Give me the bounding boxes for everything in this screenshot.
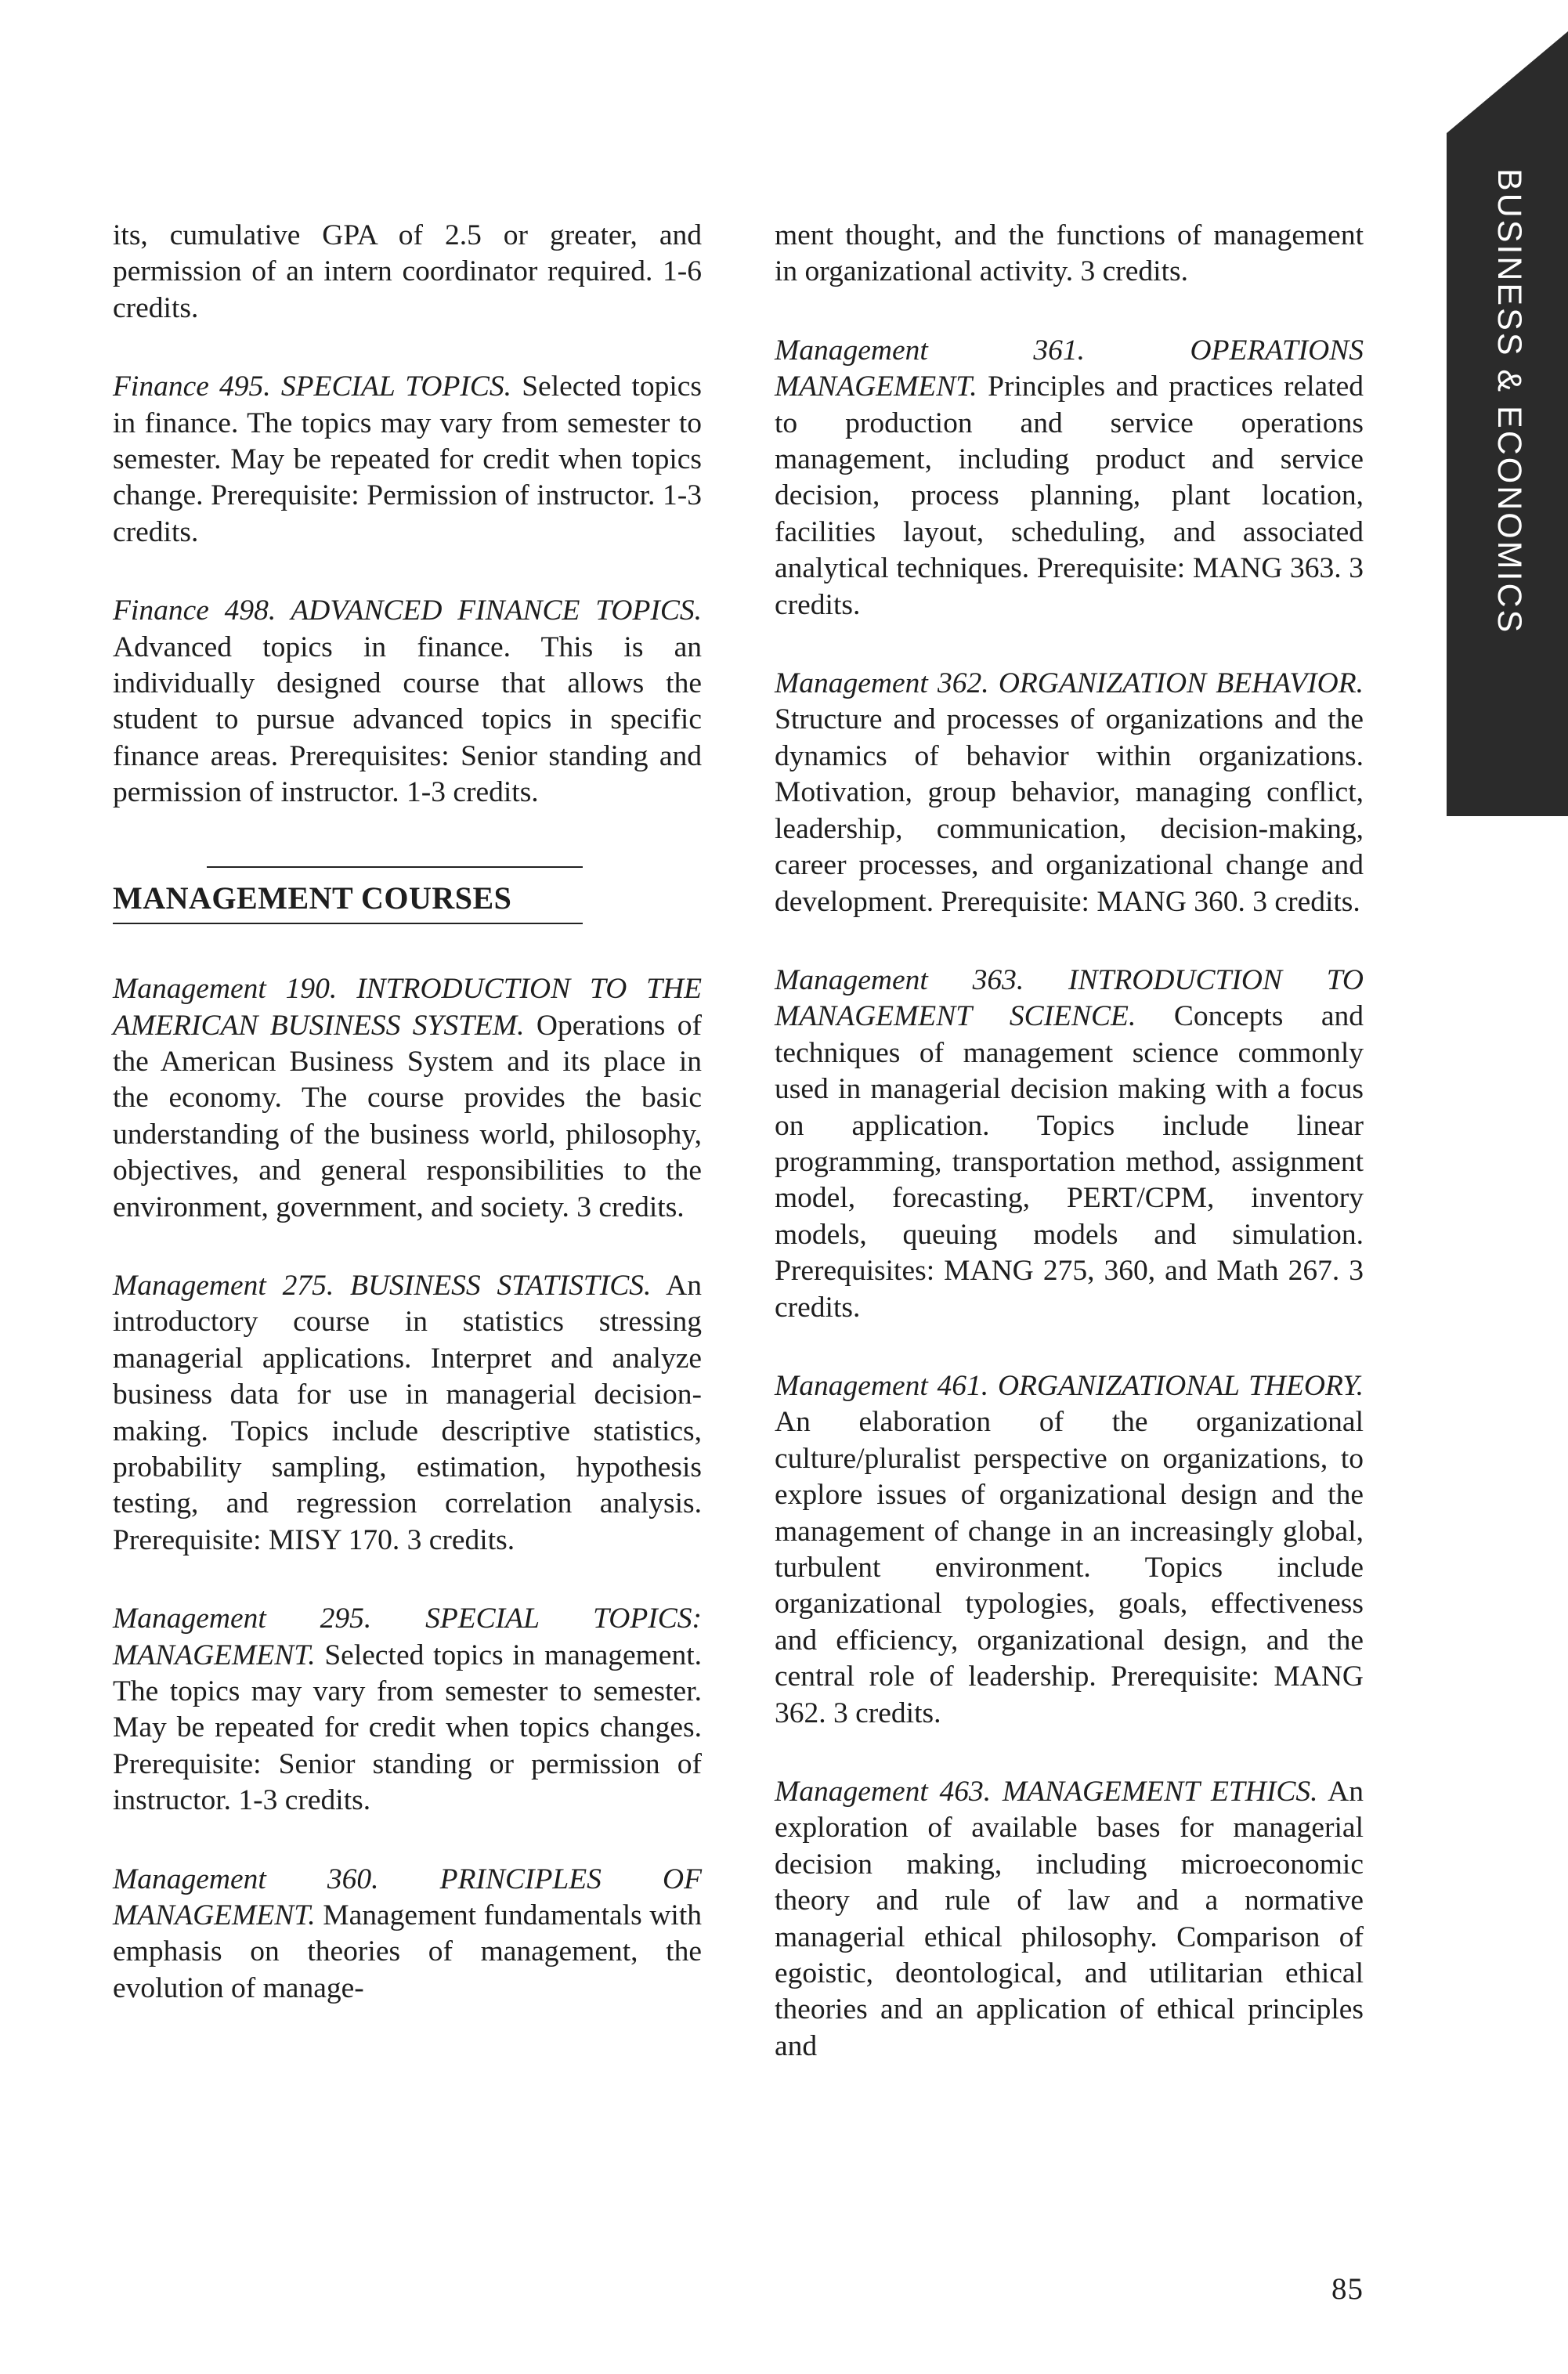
course-entry [113,369,702,551]
course-number-title: Management 463. MANAGEMENT ETHICS. [775,1776,1318,1809]
course-entry [775,1774,1364,2065]
course-number-title: Management 190. INTRODUCTION TO THE AMERICAN BUSINESS SYSTEM. [113,973,703,1042]
course-description: Selected topics in finance. The topics may vary from semester to semester. May be repeated for credit when topics change. Prerequisite: Permission of instructor. 1-3 credits. [113,370,702,548]
right-column [775,218,1364,2107]
course-entry [775,1368,1364,1732]
left-column [113,218,702,2049]
course-number-title: Management 295. SPECIAL TOPICS: MANAGEMENT. [113,1603,702,1671]
course-number-title: Management 275. BUSINESS STATISTICS. [113,1269,652,1302]
course-description: Concepts and techniques of management science commonly used in managerial decision making with a focus on application. Topics include linear programming, transportation method, assignment model, forecasting, PERT/CPM, inventory models, queuing models and simulation. Prerequisites: MANG 275, 360, and Math 267. 3 credits. [775,1000,1364,1324]
section-heading: MANAGEMENT COURSES [113,868,583,924]
course-description: Advanced topics in finance. This is an individually designed course that allows the student to pursue advanced topics in specific finance areas. Prerequisites: Senior standing and permission of instructor. 1-3 credits. [113,631,702,809]
course-description: Management fundamentals with emphasis on theories of management, the evolution of manage- [113,1899,703,2004]
course-entry [113,1601,702,1819]
course-entry [775,963,1364,1326]
continued-text: ment thought, and the functions of management in organizational activity. 3 credits. [775,219,1364,288]
intro-text: its, cumulative GPA of 2.5 or greater, and permission of an intern coordinator required. 1-6 credits. [113,219,702,324]
page-number: 85 [1331,2272,1364,2306]
course-entry [113,971,702,1226]
course-description: Principles and practices related to production and service operations management, including product and service decision, process planning, plant location, facilities layout, scheduling, and associated analytical techniques. Prerequisite: MANG 363. 3 credits. [775,370,1364,621]
course-number-title: Management 363. INTRODUCTION TO MANAGEMENT SCIENCE. [775,963,1364,1033]
course-description: Selected topics in management. The topics may vary from semester to semester. May be repeated for credit when topics changes. Prerequisite: Senior standing or permission of instructor. 1-3 credits. [113,1639,702,1817]
course-entry [775,333,1364,623]
course-number-title: Management 362. ORGANIZATION BEHAVIOR. [775,667,1364,700]
course-entry [775,666,1364,920]
section-heading-block [113,866,583,924]
course-entry [113,1268,702,1559]
course-entry [113,593,702,811]
course-description: An introductory course in statistics stressing managerial applications. Interpret and analyze business data for use in managerial decision-making. Topics include descriptive statistics, probability sampling, estimation, hypothesis testing, and regression correlation analysis. Prerequisite: MISY 170. 3 credits. [113,1269,702,1556]
course-entry [113,1862,702,2007]
side-tab-label: BUSINESS & ECONOMICS [1490,168,1528,635]
course-number-title: Management 361. OPERATIONS MANAGEMENT. [775,334,1364,403]
course-description: Operations of the American Business System and its place in the economy. The course provides the basic understanding of the business world, philosophy, objectives, and general responsibilities to the environment, government, and society. 3 credits. [113,1009,702,1223]
course-number-title: Finance 498. ADVANCED FINANCE TOPICS. [113,594,702,627]
course-description: An exploration of available bases for managerial decision making, including microeconomic theory and rule of law and a normative managerial ethical philosophy. Comparison of egoistic, deontological, and utilitarian ethical theories and an application of ethical principles and [775,1776,1364,2062]
course-description: Structure and processes of organizations and the dynamics of behavior within organizations. Motivation, group behavior, managing conflict, leadership, communication, decision-making, career processes, and organizational change and development. Prerequisite: MANG 360. 3 credits. [775,703,1364,918]
course-number-title: Management 461. ORGANIZATIONAL THEORY. [775,1369,1364,1402]
course-number-title: Management 360. PRINCIPLES OF MANAGEMENT. [113,1863,702,1932]
course-number-title: Finance 495. SPECIAL TOPICS. [113,370,512,403]
course-description: An elaboration of the organizational culture/pluralist perspective on organizations, to explore issues of organizational design and the management of change in an increasingly global, turbulent environment. Topics include organizational typologies, goals, effectiveness and efficiency, organizational design, and the central role of leadership. Prerequisite: MANG 362. 3 credits. [775,1406,1364,1729]
